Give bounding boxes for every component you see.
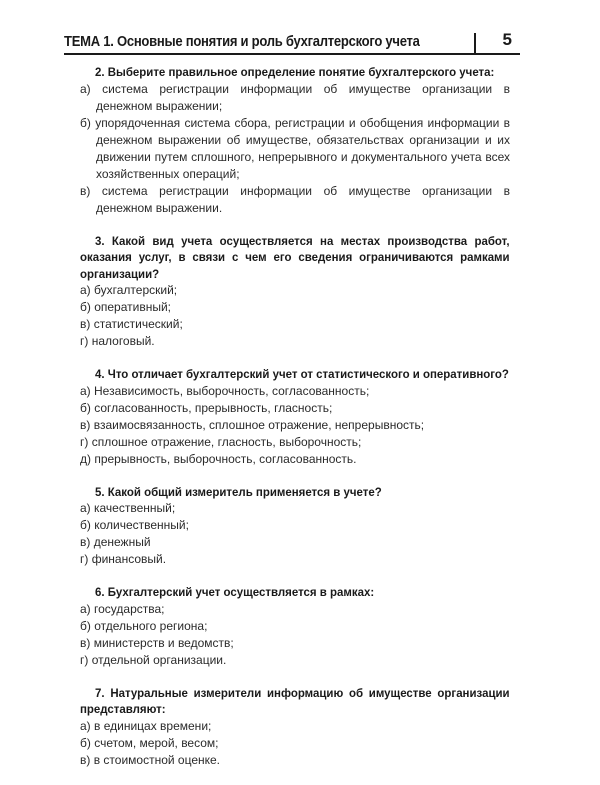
answer-options (80, 81, 510, 217)
questions-list (80, 64, 510, 785)
answer-option: б) согласованность, прерывность, гласность; (80, 400, 333, 415)
answer-options (80, 718, 510, 769)
answer-option: б) оперативный; (80, 300, 171, 314)
answer-option: в) денежный (80, 535, 151, 549)
answer-option: а) в единицах времени; (80, 718, 212, 733)
answer-option: б) упорядоченная система сбора, регистрации и обобщения информации в денежном выражении об имуществе, обязательствах организации и их движении путем сплошного, непрерывного и документального учета всех хозяйственных операций; (80, 115, 510, 181)
page-number: 5 (502, 30, 512, 49)
answer-option: а) Независимость, выборочность, согласованность; (80, 383, 370, 398)
running-header (64, 27, 520, 55)
question-block (80, 233, 510, 351)
answer-options (80, 601, 510, 669)
answer-option: в) система регистрации информации об имуществе организации в денежном выражении. (80, 183, 510, 215)
question-text: 3. Какой вид учета осуществляется на местах производства работ, оказания услуг, в связи с чем его сведения ограничиваются рамками организации? (80, 233, 510, 281)
question-block (80, 484, 510, 569)
question-text: 4. Что отличает бухгалтерский учет от статистического и оперативного? (95, 367, 509, 381)
answer-option: в) статистический; (80, 317, 183, 331)
question-block (80, 64, 510, 217)
question-text: 6. Бухгалтерский учет осуществляется в рамках: (95, 585, 375, 599)
answer-option: г) налоговый. (80, 334, 155, 348)
answer-option: в) министерств и ведомств; (80, 635, 234, 650)
answer-option: а) качественный; (80, 501, 176, 515)
answer-options (80, 500, 510, 568)
answer-option: в) в стоимостной оценке. (80, 752, 221, 767)
answer-option: д) прерывность, выборочность, согласованность. (80, 451, 357, 466)
question-text: 2. Выберите правильное определение понятие бухгалтерского учета: (95, 65, 495, 79)
answer-option: г) сплошное отражение, гласность, выборочность; (80, 434, 362, 449)
answer-option: а) государства; (80, 601, 165, 616)
question-text: 5. Какой общий измеритель применяется в учете? (95, 484, 382, 499)
answer-option: б) отдельного региона; (80, 618, 208, 633)
answer-options (80, 282, 510, 350)
answer-option: а) бухгалтерский; (80, 283, 178, 297)
header-separator (474, 33, 476, 55)
answer-option: в) взаимосвязанность, сплошное отражение, непрерывность; (80, 417, 425, 432)
answer-option: а) система регистрации информации об имуществе организации в денежном выражении; (80, 81, 510, 113)
question-block (80, 366, 510, 468)
answer-options (80, 383, 510, 468)
question-text: 7. Натуральные измерители информацию об имуществе организации представляют: (80, 685, 510, 716)
answer-option: б) количественный; (80, 518, 189, 532)
chapter-title: ТЕМА 1. Основные понятия и роль бухгалтерского учета (64, 34, 420, 50)
answer-option: б) счетом, мерой, весом; (80, 735, 219, 750)
answer-option: г) финансовый. (80, 552, 167, 566)
question-block (80, 584, 510, 669)
question-block (80, 685, 510, 769)
answer-option: г) отдельной организации. (80, 652, 227, 667)
